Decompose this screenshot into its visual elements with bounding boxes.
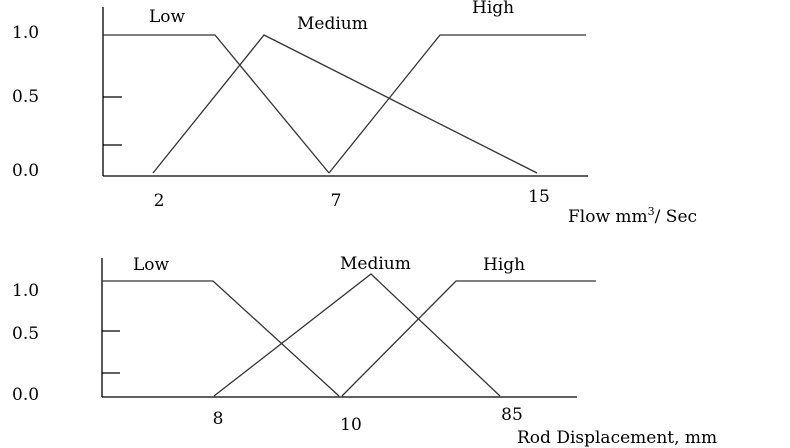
- rod-y-tick-label: 0.5: [12, 324, 40, 344]
- rod-x-axis-label: Rod Displacement, mm: [517, 428, 718, 448]
- rod-x-tick-label: 8: [212, 409, 224, 429]
- flow-y-tick-label: 0.5: [12, 87, 40, 107]
- rod-low-line: [102, 281, 339, 396]
- rod-x-tick-label: 10: [340, 415, 362, 435]
- rod-series-label-low: Low: [133, 255, 170, 275]
- flow-high-line: [329, 35, 586, 173]
- rod-medium-line: [214, 274, 500, 396]
- flow-series-label-high: High: [472, 0, 515, 18]
- rod-high-line: [342, 281, 596, 396]
- flow-x-tick-label: 15: [528, 187, 550, 207]
- flow-y-tick-label: 1.0: [12, 23, 40, 43]
- rod-y-tick-label: 1.0: [12, 281, 40, 301]
- flow-x-tick-label: 7: [330, 191, 342, 211]
- rod-displacement-chart: [12, 254, 717, 448]
- rod-x-tick-label: 85: [501, 405, 523, 425]
- rod-series-label-high: High: [483, 255, 526, 275]
- flow-chart: [12, 0, 697, 227]
- rod-y-tick-label: 0.0: [12, 385, 40, 405]
- flow-y-tick-label: 0.0: [12, 161, 40, 181]
- flow-x-tick-label: 2: [153, 191, 165, 211]
- flow-low-line: [103, 35, 329, 173]
- flow-series-label-low: Low: [149, 7, 186, 27]
- flow-x-axis-label: Flow $mm^3/$ Sec: [568, 205, 698, 227]
- flow-series-label-medium: Medium: [297, 14, 368, 34]
- rod-series-label-medium: Medium: [340, 254, 411, 274]
